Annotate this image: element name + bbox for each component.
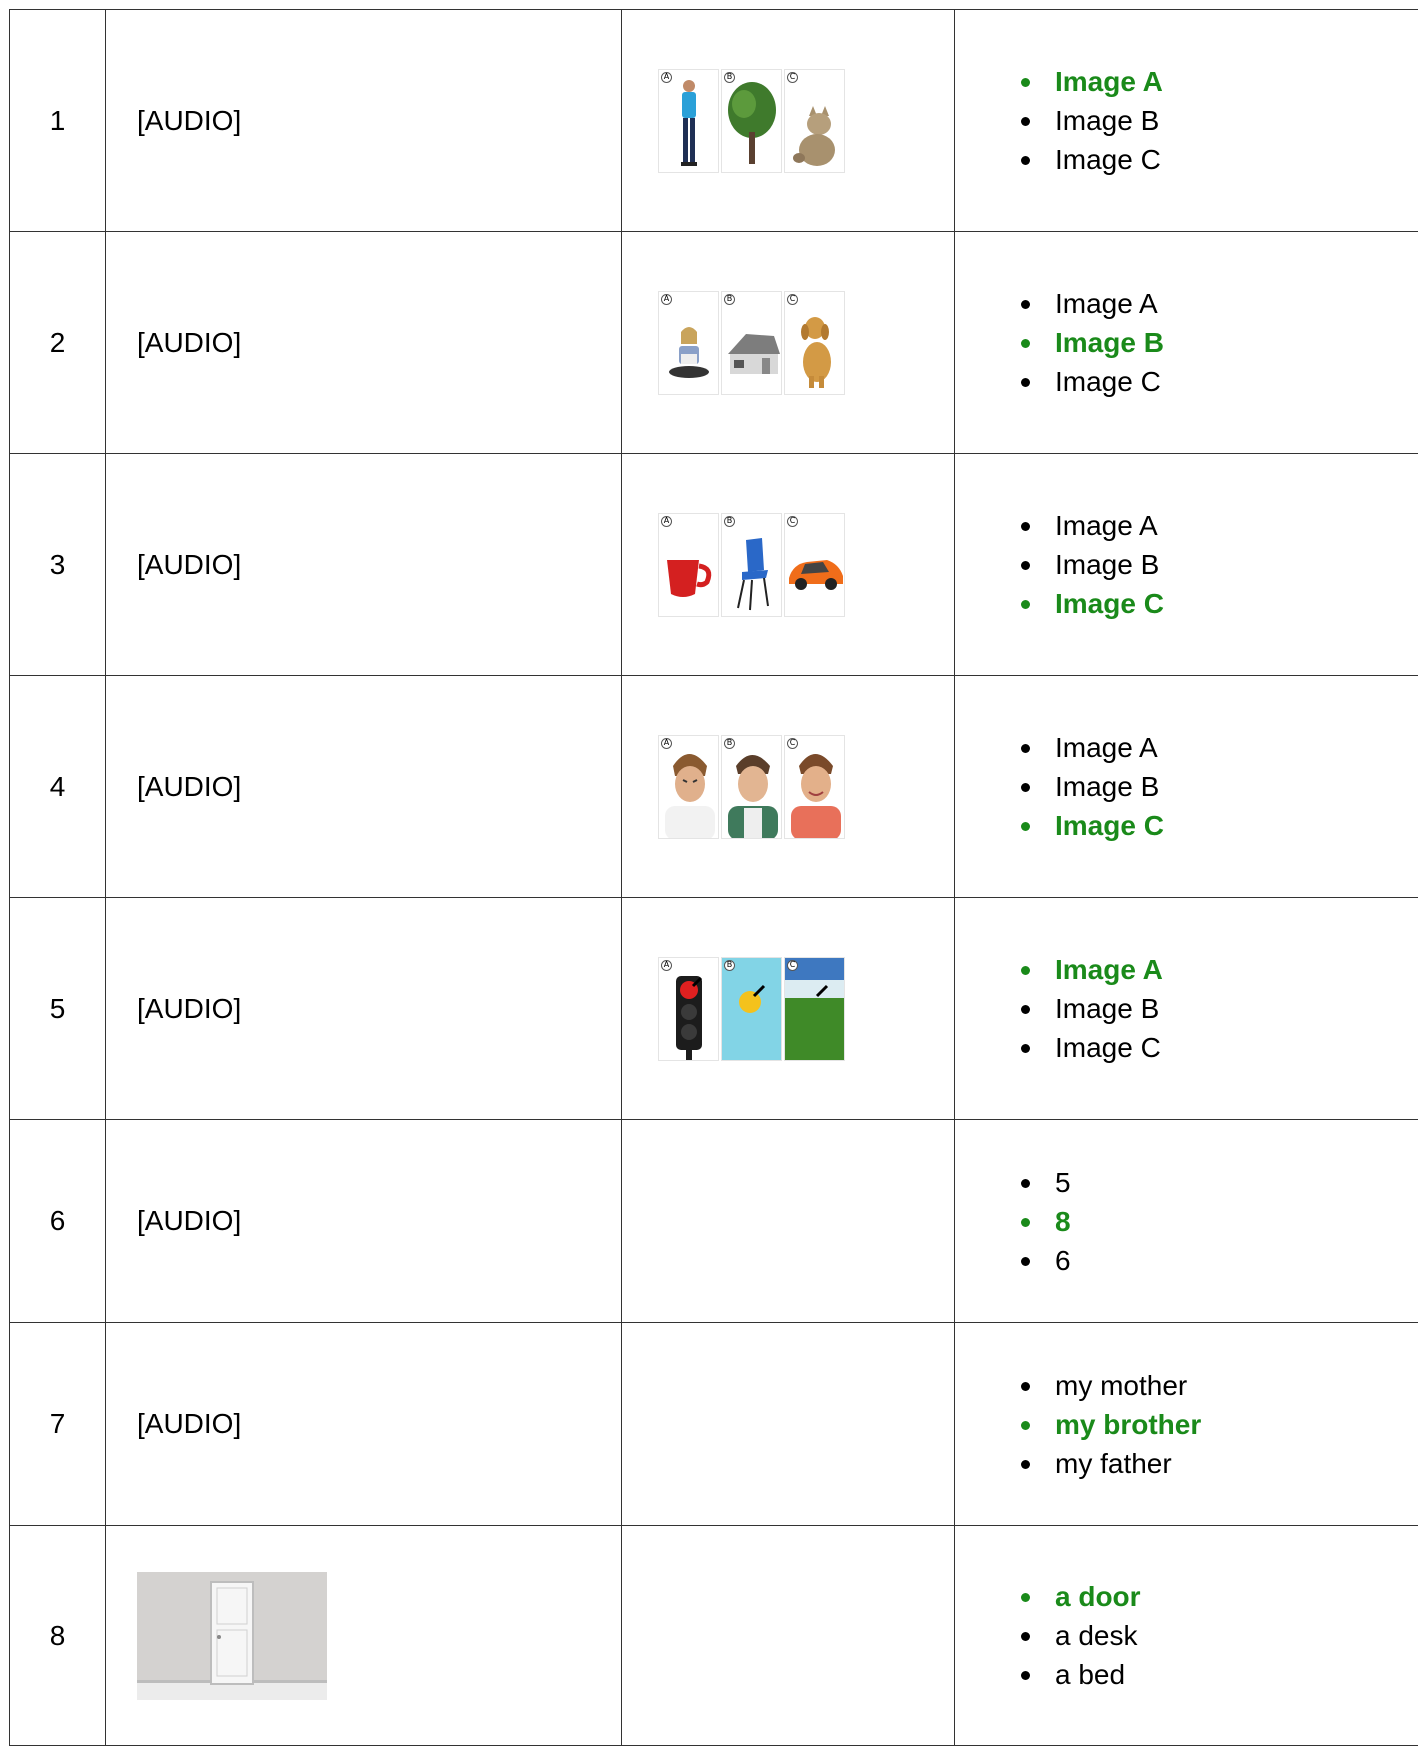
card-letter-badge: A xyxy=(661,960,672,971)
picture-cards xyxy=(622,898,955,1120)
question-number: 6 xyxy=(10,1120,106,1323)
picture-card-c[interactable] xyxy=(784,69,845,173)
picture-card-c[interactable] xyxy=(784,513,845,617)
sad-boy-face-icon xyxy=(722,736,782,839)
card-letter-badge: A xyxy=(661,72,672,83)
cat-icon xyxy=(785,70,845,173)
picture-cards xyxy=(622,676,955,898)
card-letter-badge: A xyxy=(661,738,672,749)
card-letter-badge: B xyxy=(724,294,735,305)
door-image xyxy=(137,1572,327,1700)
happy-boy-face-icon xyxy=(785,736,845,839)
answer-options xyxy=(955,454,1418,676)
tree-icon xyxy=(722,70,782,173)
question-row xyxy=(10,1323,1418,1526)
question-row xyxy=(10,1526,1418,1746)
answer-options xyxy=(955,898,1418,1120)
answer-option[interactable]: a desk xyxy=(1021,1616,1418,1655)
answer-option[interactable]: Image B xyxy=(1021,989,1418,1028)
picture-cards xyxy=(622,454,955,676)
answer-option-correct[interactable]: a door xyxy=(1021,1577,1418,1616)
picture-card-c[interactable] xyxy=(784,957,845,1061)
answer-option-correct[interactable]: my brother xyxy=(1021,1405,1418,1444)
audio-prompt[interactable]: [AUDIO] xyxy=(106,1323,622,1526)
audio-prompt[interactable]: [AUDIO] xyxy=(106,232,622,454)
answer-option[interactable]: 5 xyxy=(1021,1163,1418,1202)
answer-option-correct[interactable]: Image B xyxy=(1021,323,1418,362)
picture-card-a[interactable] xyxy=(658,513,719,617)
picture-card-b[interactable] xyxy=(721,291,782,395)
picture-card-b[interactable] xyxy=(721,735,782,839)
audio-prompt[interactable]: [AUDIO] xyxy=(106,676,622,898)
answer-option[interactable]: 6 xyxy=(1021,1241,1418,1280)
answer-option[interactable]: Image C xyxy=(1021,362,1418,401)
answer-option[interactable]: Image B xyxy=(1021,767,1418,806)
answer-option[interactable]: Image B xyxy=(1021,101,1418,140)
question-row xyxy=(10,898,1418,1120)
reading-girl-icon xyxy=(659,292,719,395)
answer-options xyxy=(955,10,1418,232)
answer-option[interactable]: a bed xyxy=(1021,1655,1418,1694)
picture-card-c[interactable] xyxy=(784,735,845,839)
answer-option[interactable]: Image A xyxy=(1021,728,1418,767)
answer-option[interactable]: my mother xyxy=(1021,1366,1418,1405)
audio-prompt[interactable]: [AUDIO] xyxy=(106,1120,622,1323)
picture-card-a[interactable] xyxy=(658,291,719,395)
question-number: 5 xyxy=(10,898,106,1120)
answer-option-correct[interactable]: Image C xyxy=(1021,806,1418,845)
green-field-icon xyxy=(785,958,845,1061)
picture-card-a[interactable] xyxy=(658,957,719,1061)
car-icon xyxy=(785,514,845,617)
question-number: 7 xyxy=(10,1323,106,1526)
question-number: 1 xyxy=(10,10,106,232)
empty-cell xyxy=(622,1526,955,1746)
cup-icon xyxy=(659,514,719,617)
picture-card-c[interactable] xyxy=(784,291,845,395)
card-letter-badge: B xyxy=(724,516,735,527)
question-row xyxy=(10,1120,1418,1323)
question-number: 3 xyxy=(10,454,106,676)
card-letter-badge: B xyxy=(724,960,735,971)
answer-option[interactable]: Image A xyxy=(1021,284,1418,323)
empty-cell xyxy=(622,1120,955,1323)
angry-boy-face-icon xyxy=(659,736,719,839)
red-traffic-light-icon xyxy=(659,958,719,1061)
answer-options xyxy=(955,1323,1418,1526)
answer-option-correct[interactable]: Image A xyxy=(1021,62,1418,101)
picture-card-b[interactable] xyxy=(721,513,782,617)
answer-option-correct[interactable]: 8 xyxy=(1021,1202,1418,1241)
question-row xyxy=(10,232,1418,454)
question-number: 2 xyxy=(10,232,106,454)
card-letter-badge: C xyxy=(787,294,798,305)
sun-sky-icon xyxy=(722,958,782,1061)
question-row xyxy=(10,676,1418,898)
answer-option[interactable]: my father xyxy=(1021,1444,1418,1483)
card-letter-badge: B xyxy=(724,72,735,83)
card-letter-badge: B xyxy=(724,738,735,749)
card-letter-badge: A xyxy=(661,294,672,305)
answer-options xyxy=(955,1120,1418,1323)
answer-option-correct[interactable]: Image A xyxy=(1021,950,1418,989)
empty-cell xyxy=(622,1323,955,1526)
quiz-table xyxy=(9,9,1418,1746)
question-number: 8 xyxy=(10,1526,106,1746)
picture-cards xyxy=(622,232,955,454)
question-row xyxy=(10,10,1418,232)
standing-boy-icon xyxy=(659,70,719,173)
answer-option[interactable]: Image B xyxy=(1021,545,1418,584)
answer-option-correct[interactable]: Image C xyxy=(1021,584,1418,623)
picture-card-b[interactable] xyxy=(721,69,782,173)
question-row xyxy=(10,454,1418,676)
dog-icon xyxy=(785,292,845,395)
card-letter-badge: C xyxy=(787,738,798,749)
picture-card-a[interactable] xyxy=(658,69,719,173)
answer-options xyxy=(955,676,1418,898)
card-letter-badge: C xyxy=(787,960,798,971)
picture-cards xyxy=(622,10,955,232)
answer-option[interactable]: Image A xyxy=(1021,506,1418,545)
prompt-image-cell xyxy=(106,1526,622,1746)
audio-prompt[interactable]: [AUDIO] xyxy=(106,10,622,232)
answer-option[interactable]: Image C xyxy=(1021,140,1418,179)
house-icon xyxy=(722,292,782,395)
picture-card-b[interactable] xyxy=(721,957,782,1061)
audio-prompt[interactable]: [AUDIO] xyxy=(106,454,622,676)
answer-option[interactable]: Image C xyxy=(1021,1028,1418,1067)
card-letter-badge: C xyxy=(787,72,798,83)
question-number: 4 xyxy=(10,676,106,898)
card-letter-badge: C xyxy=(787,516,798,527)
answer-options xyxy=(955,1526,1418,1746)
answer-options xyxy=(955,232,1418,454)
audio-prompt[interactable]: [AUDIO] xyxy=(106,898,622,1120)
chair-icon xyxy=(722,514,782,617)
picture-card-a[interactable] xyxy=(658,735,719,839)
card-letter-badge: A xyxy=(661,516,672,527)
